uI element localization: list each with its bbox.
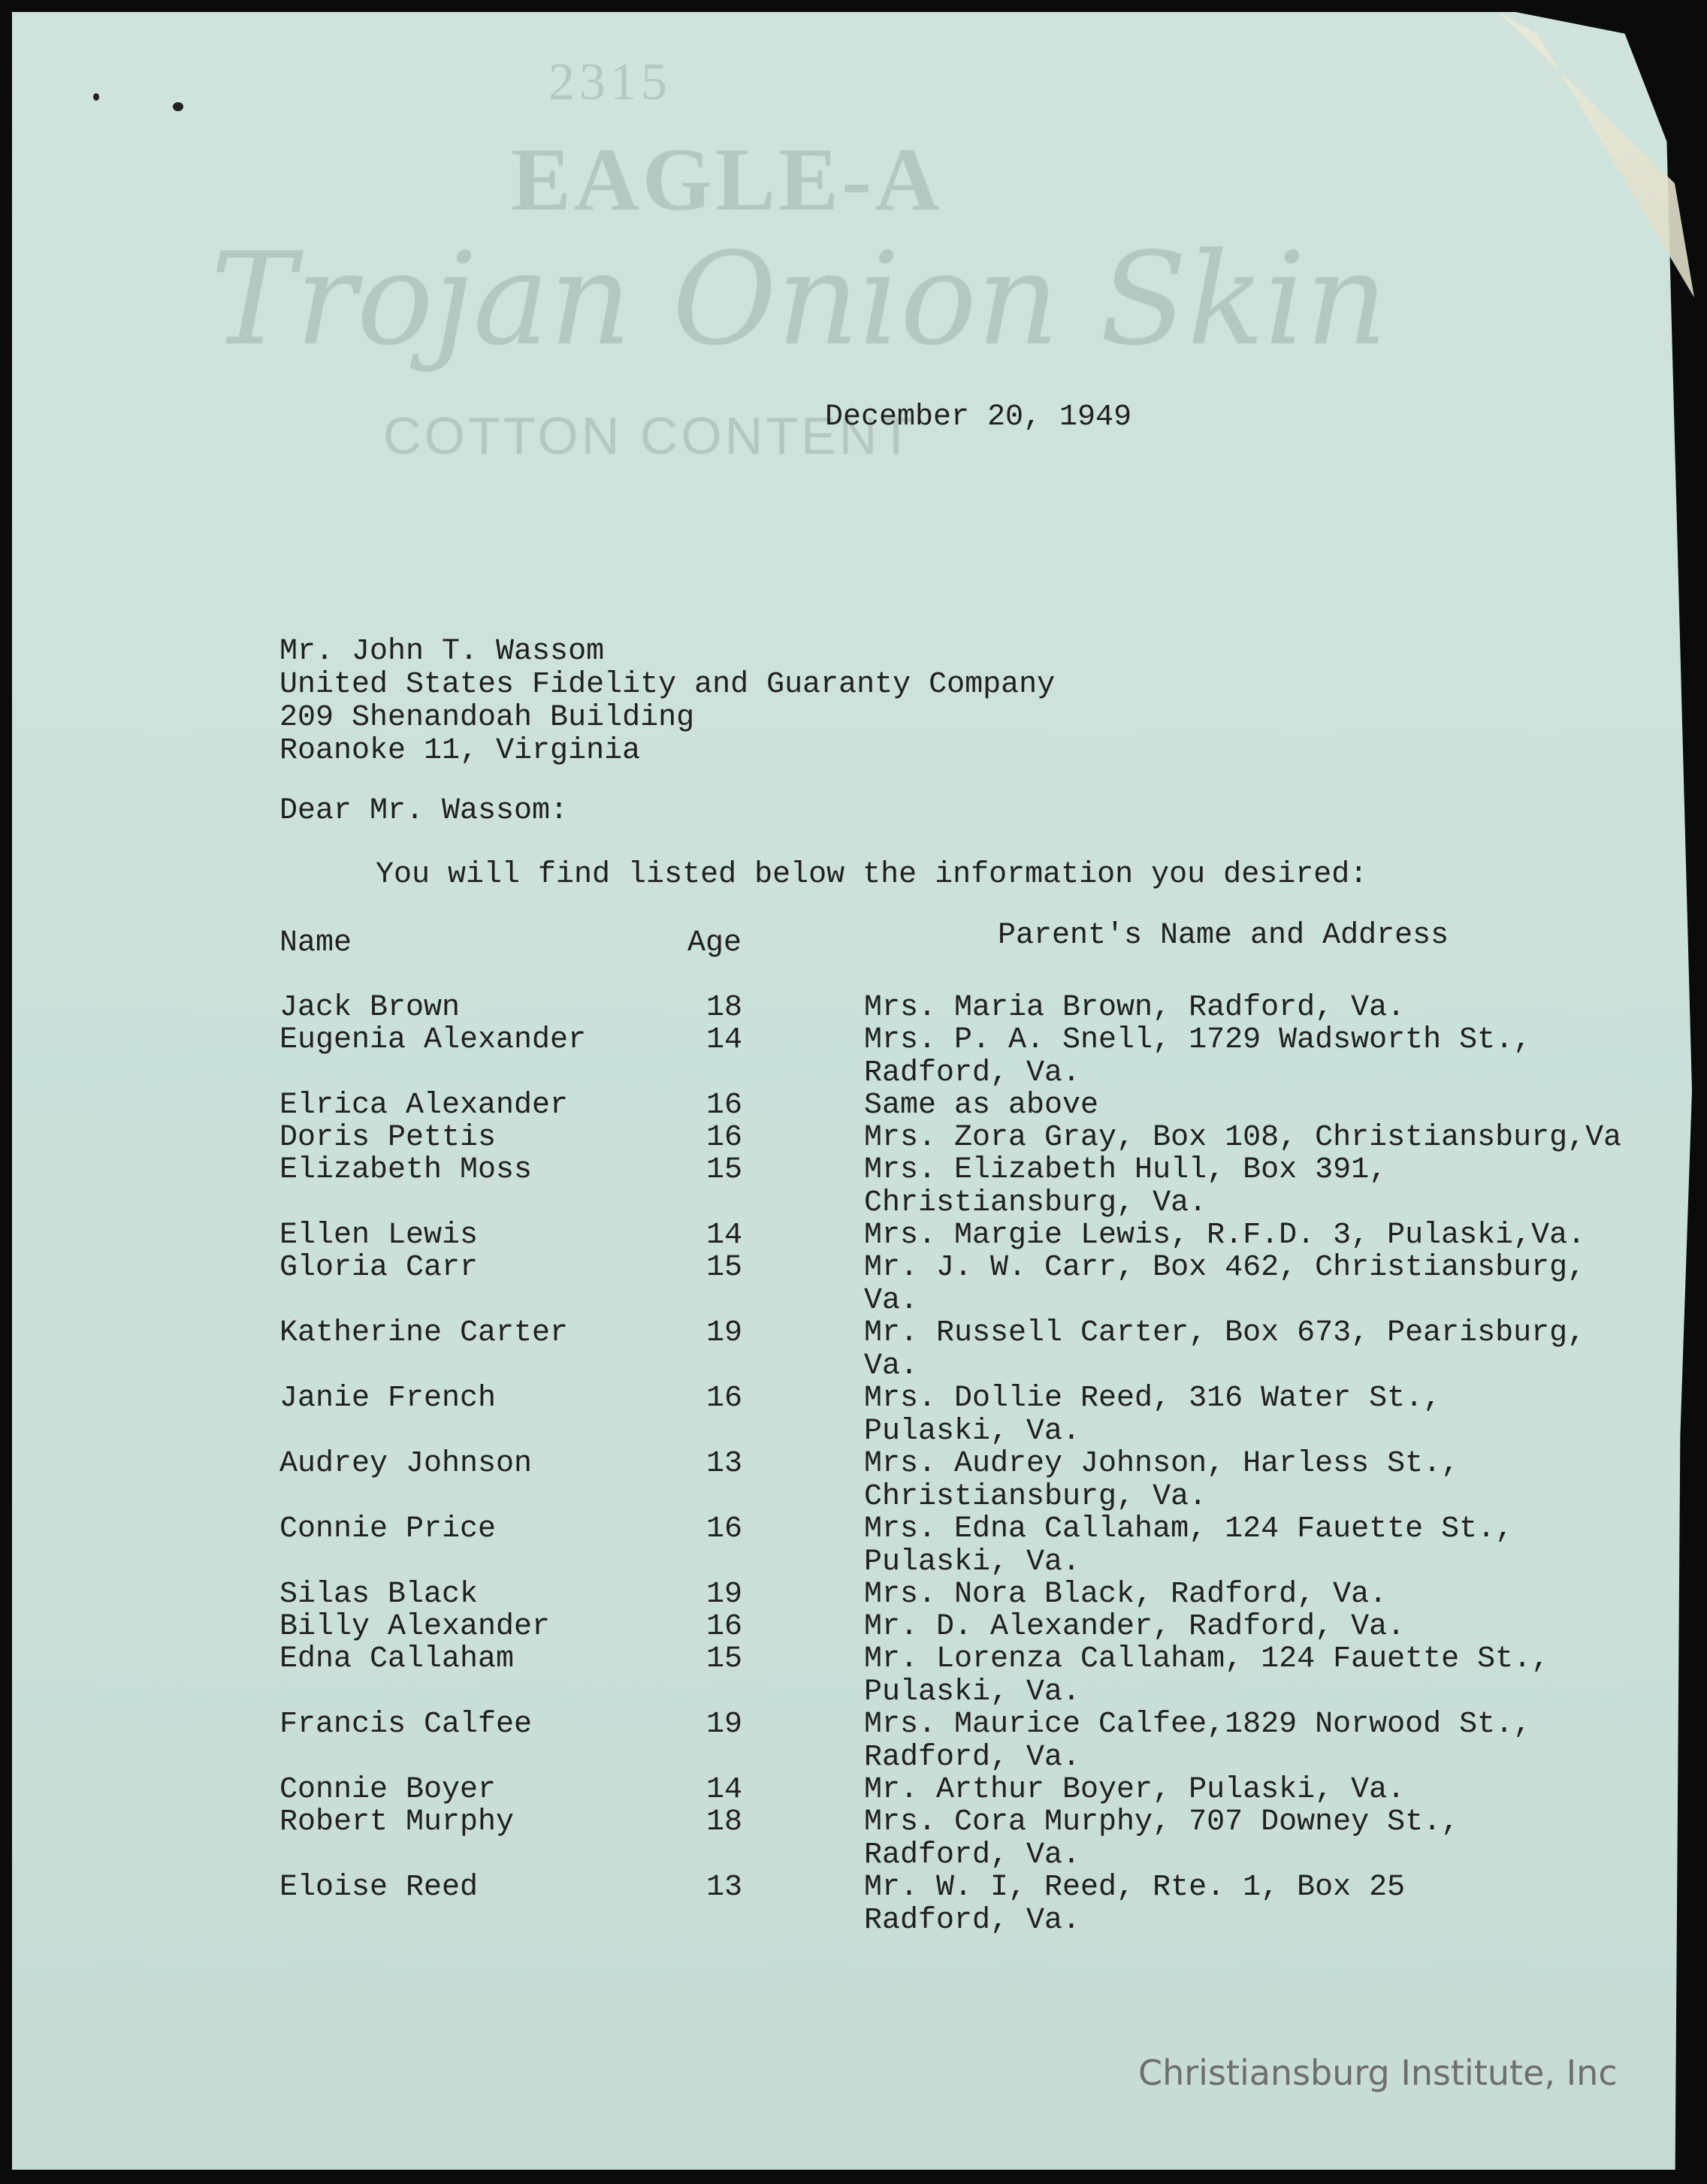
student-name: Elrica Alexander xyxy=(279,1089,569,1122)
table-row xyxy=(0,1153,1707,1220)
student-name: Edna Callaham xyxy=(279,1642,515,1676)
student-age: 16 xyxy=(706,1121,743,1155)
student-age: 16 xyxy=(706,1382,743,1415)
column-header-parent: Parent's Name and Address xyxy=(998,919,1449,953)
student-name: Katherine Carter xyxy=(279,1316,569,1350)
archive-credit: Christiansburg Institute, Inc xyxy=(1138,2053,1618,2093)
letter-date: December 20, 1949 xyxy=(825,400,1132,434)
recipient-line: Roanoke 11, Virginia xyxy=(279,734,641,768)
parent-address: Mrs. P. A. Snell, 1729 Wadsworth St., xyxy=(864,1023,1532,1057)
parent-address-cont: Pulaski, Va. xyxy=(864,1415,1081,1448)
parent-address-cont: Christiansburg, Va. xyxy=(864,1186,1207,1220)
student-name: Eugenia Alexander xyxy=(279,1023,587,1057)
salutation: Dear Mr. Wassom: xyxy=(279,794,569,828)
parent-address: Mrs. Cora Murphy, 707 Downey St., xyxy=(864,1805,1460,1839)
parent-address: Mr. D. Alexander, Radford, Va. xyxy=(864,1610,1406,1644)
parent-address: Mrs. Elizabeth Hull, Box 391, xyxy=(864,1153,1388,1187)
student-age: 18 xyxy=(706,991,743,1025)
student-name: Gloria Carr xyxy=(279,1251,479,1285)
table-row xyxy=(0,1512,1707,1579)
parent-address: Mr. W. I, Reed, Rte. 1, Box 25 xyxy=(864,1871,1406,1905)
column-header-age: Age xyxy=(687,926,742,960)
table-row xyxy=(0,1221,1707,1251)
student-name: Doris Pettis xyxy=(279,1121,497,1155)
parent-address-cont: Christiansburg, Va. xyxy=(864,1480,1207,1514)
column-header-name: Name xyxy=(279,926,352,960)
student-age: 16 xyxy=(706,1610,743,1644)
parent-address: Mrs. Maurice Calfee,1829 Norwood St., xyxy=(864,1708,1532,1741)
parent-address-cont: Radford, Va. xyxy=(864,1838,1081,1872)
student-name: Silas Black xyxy=(279,1578,479,1612)
table-row xyxy=(0,1023,1707,1090)
table-row xyxy=(0,1091,1707,1121)
student-name: Audrey Johnson xyxy=(279,1447,533,1481)
student-name: Francis Calfee xyxy=(279,1708,533,1741)
table-row xyxy=(0,1580,1707,1610)
parent-address: Mrs. Zora Gray, Box 108, Christiansburg,Va xyxy=(864,1121,1622,1155)
parent-address-cont: Radford, Va. xyxy=(864,1904,1081,1938)
student-age: 13 xyxy=(706,1447,743,1481)
parent-address: Mrs. Audrey Johnson, Harless St., xyxy=(864,1447,1460,1481)
ink-speck xyxy=(173,102,183,111)
table-row xyxy=(0,1871,1707,1938)
table-row xyxy=(0,1642,1707,1709)
parent-address-cont: Radford, Va. xyxy=(864,1741,1081,1775)
parent-address: Mrs. Dollie Reed, 316 Water St., xyxy=(864,1382,1442,1415)
student-name: Billy Alexander xyxy=(279,1610,551,1644)
parent-address-cont: Va. xyxy=(864,1284,919,1318)
student-age: 16 xyxy=(706,1089,743,1122)
table-row xyxy=(0,1447,1707,1514)
watermark-number: 2315 xyxy=(548,53,672,111)
table-row xyxy=(0,1775,1707,1805)
watermark-subtitle: COTTON CONTENT xyxy=(383,406,916,465)
student-age: 18 xyxy=(706,1805,743,1839)
watermark-brand: EAGLE-A xyxy=(511,129,943,229)
ink-speck xyxy=(93,93,99,101)
student-name: Elizabeth Moss xyxy=(279,1153,533,1187)
parent-address: Same as above xyxy=(864,1089,1099,1122)
student-name: Eloise Reed xyxy=(279,1871,479,1905)
parent-address: Mrs. Edna Callaham, 124 Fauette St., xyxy=(864,1512,1514,1546)
table-row xyxy=(0,1123,1707,1153)
parent-address-cont: Va. xyxy=(864,1349,919,1383)
student-name: Janie French xyxy=(279,1382,497,1415)
parent-address: Mr. Arthur Boyer, Pulaski, Va. xyxy=(864,1773,1406,1807)
student-name: Robert Murphy xyxy=(279,1805,515,1839)
parent-address: Mr. Russell Carter, Box 673, Pearisburg, xyxy=(864,1316,1586,1350)
parent-address: Mrs. Nora Black, Radford, Va. xyxy=(864,1578,1388,1612)
student-age: 19 xyxy=(706,1578,743,1612)
recipient-line: 209 Shenandoah Building xyxy=(279,701,695,735)
table-row xyxy=(0,1251,1707,1318)
table-row xyxy=(0,1316,1707,1383)
student-age: 15 xyxy=(706,1642,743,1676)
parent-address: Mrs. Maria Brown, Radford, Va. xyxy=(864,991,1406,1025)
parent-address: Mr. Lorenza Callaham, 124 Fauette St., xyxy=(864,1642,1550,1676)
student-age: 15 xyxy=(706,1251,743,1285)
student-name: Jack Brown xyxy=(279,991,461,1025)
parent-address: Mrs. Margie Lewis, R.F.D. 3, Pulaski,Va. xyxy=(864,1219,1586,1252)
table-row xyxy=(0,1382,1707,1448)
student-name: Connie Boyer xyxy=(279,1773,497,1807)
table-row xyxy=(0,1612,1707,1642)
parent-address: Mr. J. W. Carr, Box 462, Christiansburg, xyxy=(864,1251,1586,1285)
table-row xyxy=(0,1805,1707,1872)
student-age: 13 xyxy=(706,1871,743,1905)
student-age: 14 xyxy=(706,1219,743,1252)
student-age: 15 xyxy=(706,1153,743,1187)
student-age: 19 xyxy=(706,1708,743,1741)
parent-address-cont: Pulaski, Va. xyxy=(864,1545,1081,1579)
table-row xyxy=(0,1708,1707,1775)
table-row xyxy=(0,993,1707,1023)
parent-address-cont: Pulaski, Va. xyxy=(864,1675,1081,1709)
student-age: 19 xyxy=(706,1316,743,1350)
student-name: Ellen Lewis xyxy=(279,1219,479,1252)
student-name: Connie Price xyxy=(279,1512,497,1546)
student-age: 14 xyxy=(706,1023,743,1057)
recipient-address xyxy=(279,636,1055,768)
recipient-line: Mr. John T. Wassom xyxy=(279,635,605,669)
student-age: 14 xyxy=(706,1773,743,1807)
parent-address-cont: Radford, Va. xyxy=(864,1056,1081,1090)
watermark-script: Trojan Onion Skin xyxy=(210,225,1388,374)
intro-sentence: You will find listed below the information you desired: xyxy=(376,858,1368,892)
recipient-line: United States Fidelity and Guaranty Company xyxy=(279,668,1056,702)
student-age: 16 xyxy=(706,1512,743,1546)
